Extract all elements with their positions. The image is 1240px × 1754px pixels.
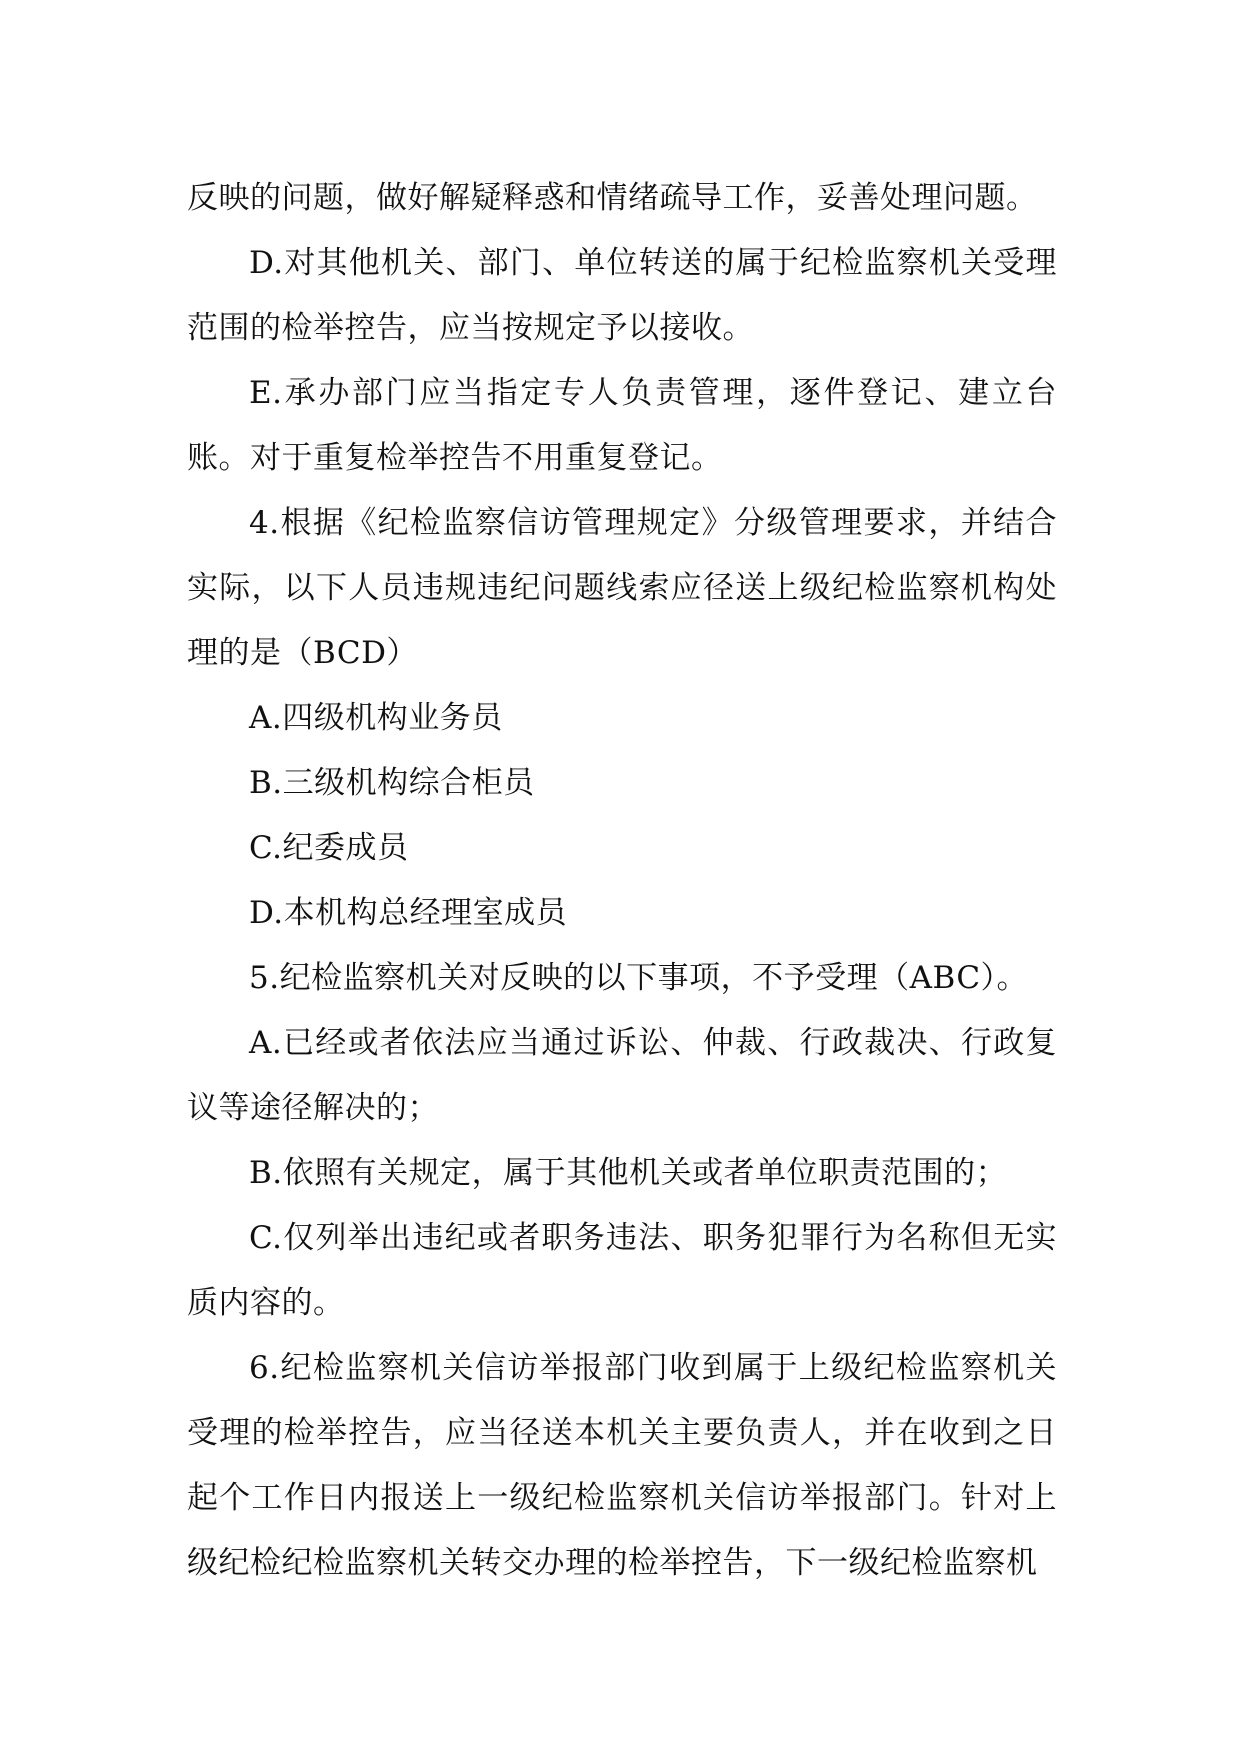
question-5-option-b: B.依照有关规定，属于其他机关或者单位职责范围的； bbox=[249, 1155, 1008, 1191]
question-4-option-b: B.三级机构综合柜员 bbox=[249, 765, 535, 801]
question-4-option-c: C.纪委成员 bbox=[249, 830, 409, 866]
option-e-paragraph: E.承办部门应当指定专人负责管理，逐件登记、建立台账。对于重复检举控告不用重复登记。 bbox=[187, 375, 1057, 476]
question-4-option-d: D.本机构总经理室成员 bbox=[249, 895, 568, 931]
paragraph-continuation: 反映的问题，做好解疑释惑和情绪疏导工作，妥善处理问题。 bbox=[187, 180, 1038, 216]
option-d-paragraph: D.对其他机关、部门、单位转送的属于纪检监察机关受理范围的检举控告，应当按规定予以接收。 bbox=[187, 245, 1057, 346]
question-5-option-c: C.仅列举出违纪或者职务违法、职务犯罪行为名称但无实质内容的。 bbox=[187, 1220, 1057, 1321]
question-5-option-a: A.已经或者依法应当通过诉讼、仲裁、行政裁决、行政复议等途径解决的； bbox=[187, 1025, 1057, 1126]
document-body bbox=[187, 166, 1057, 1596]
question-4: 4.根据《纪检监察信访管理规定》分级管理要求，并结合实际，以下人员违规违纪问题线索应径送上级纪检监察机构处理的是（BCD） bbox=[187, 505, 1057, 671]
question-5: 5.纪检监察机关对反映的以下事项，不予受理（ABC）。 bbox=[249, 960, 1029, 996]
question-4-option-a: A.四级机构业务员 bbox=[249, 700, 503, 736]
question-6: 6.纪检监察机关信访举报部门收到属于上级纪检监察机关受理的检举控告，应当径送本机关主要负责人，并在收到之日起个工作日内报送上一级纪检监察机关信访举报部门。针对上级纪检纪检监察机关转交办理的检举控告，下一级纪检监察机 bbox=[187, 1350, 1057, 1581]
